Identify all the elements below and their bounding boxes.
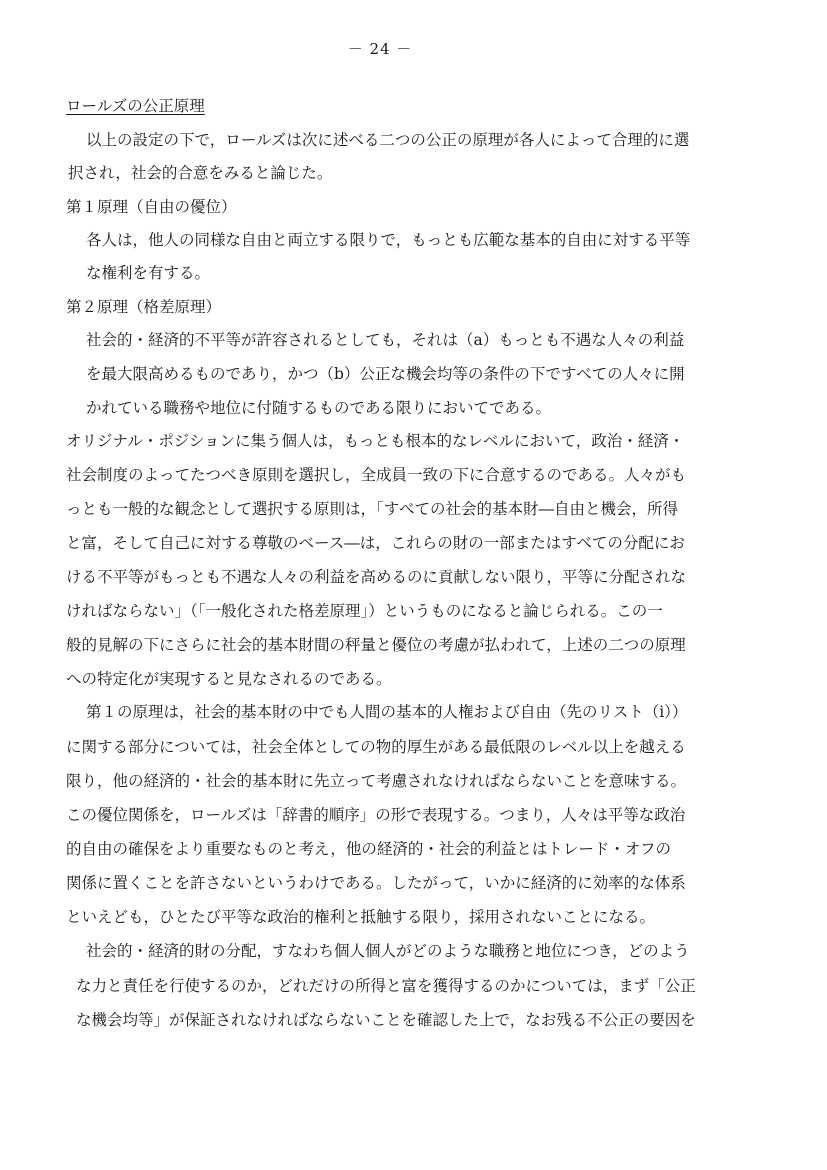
paragraph3-line-1: 社会的・経済的財の分配，すなわち個人個人がどのような職務と地位につき，どのよう (86, 942, 690, 960)
intro-line-2: 択され，社会的合意をみると論じた。 (68, 164, 333, 182)
principle1-body-2: な権利を有する。 (86, 264, 211, 282)
paragraph1-line-1: オリジナル・ポジションに集う個人は，もっとも根本的なレベルにおいて，政治・経済・ (66, 432, 685, 450)
paragraph1-line-3: っとも一般的な観念として選択する原則は，「すべての社会的基本財―自由と機会，所得 (66, 500, 678, 518)
paragraph1-line-2: 社会制度のよってたつべき原則を選択し，全成員一致の下に合意するのである。人々がも (66, 466, 687, 484)
paragraph2-line-6: 関係に置くことを許さないというわけである。したがって，いかに経済的に効率的な体系 (66, 874, 686, 892)
paragraph3-line-2: な力と責任を行使するのか，どれだけの所得と富を獲得するのかについては，まず「公正 (76, 977, 696, 995)
paragraph3-line-3: な機会均等」が保証されなければならないことを確認した上で，なお残る不公正の要因を (76, 1011, 696, 1029)
intro-line-1: 以上の設定の下で，ロールズは次に述べる二つの公正の原理が各人によって合理的に選 (86, 131, 690, 149)
page-number: － 24 － (347, 40, 413, 58)
paragraph1-line-4: と富，そして自己に対する尊敬のベース―は，これらの財の一部またはすべての分配にお (66, 534, 685, 552)
principle2-body-3: かれている職務や地位に付随するものである限りにおいてである。 (86, 399, 552, 417)
paragraph2-line-1: 第１の原理は，社会的基本財の中でも人間の基本的人権および自由（先のリスト（ⅰ）） (86, 703, 688, 721)
paragraph2-line-5: 的自由の確保をより重要なものと考え，他の経済的・社会的利益とはトレード・オフの (66, 840, 671, 858)
paragraph2-line-7: といえども，ひとたび平等な政治的権利と抵触する限り，採用されないことになる。 (66, 908, 656, 926)
paragraph1-line-8: への特定化が実現すると見なされるのである。 (66, 670, 392, 688)
paragraph2-line-3: 限り，他の経済的・社会的基本財に先立って考慮されなければならないことを意味する。 (66, 772, 687, 790)
paragraph2-line-2: に関する部分については，社会全体としての物的厚生がある最低限のレベル以上を越える (66, 738, 686, 756)
paragraph1-line-5: ける不平等がもっとも不遇な人々の利益を高めるのに貢献しない限り，平等に分配されな (66, 568, 687, 586)
paragraph1-line-6: ければならない」（「一般化された格差原理」）というものになると論じられる。この一 (66, 602, 663, 620)
section-heading: ロールズの公正原理 (66, 97, 205, 115)
principle1-body-1: 各人は，他人の同様な自由と両立する限りで，もっとも広範な基本的自由に対する平等 (86, 231, 691, 249)
principle2-body-1: 社会的・経済的不平等が許容されるとしても，それは（a）もっとも不遇な人々の利益 (86, 331, 685, 349)
principle1-title: 第１原理（自由の優位） (66, 198, 237, 216)
principle2-body-2: を最大限高めるものであり，かつ（b）公正な機会均等の条件の下ですべての人々に開 (86, 365, 685, 383)
principle2-title: 第２原理（格差原理） (66, 298, 222, 316)
paragraph1-line-7: 般的見解の下にさらに社会的基本財間の秤量と優位の考慮が払われて，上述の二つの原理 (66, 636, 686, 654)
paragraph2-line-4: この優位関係を，ロールズは「辞書的順序」の形で表現する。つまり，人々は平等な政治 (66, 806, 686, 824)
